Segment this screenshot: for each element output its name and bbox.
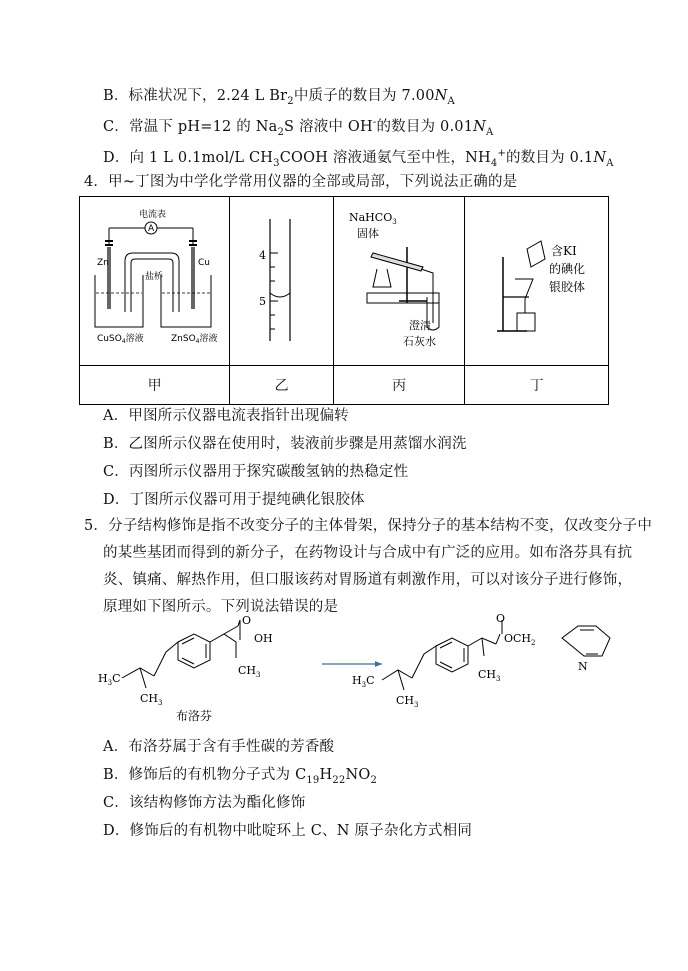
q4-option-b: B．乙图所示仪器在使用时，装液前步骤是用蒸馏水润洗 [103,436,467,452]
label-jia: 甲 [80,366,230,405]
figure-bing [333,197,465,366]
reaction-arrowhead [375,661,382,667]
pyridine-n: N [578,660,588,673]
ibuprofen-name: 布洛芬 [176,709,213,723]
limewater-label-1: 澄清 [409,319,432,332]
right-h3c: $H_3C$ [352,674,375,689]
q5-stem-line-4: 原理如下图所示。下列说法错误的是 [103,599,339,615]
filtration-diagram [467,197,607,361]
pouring-beaker [527,241,545,267]
ammeter-label: 电流表 [138,210,166,220]
right-solution-label: ZnSO$_4$溶液 [170,334,218,345]
heating-apparatus-diagram [335,197,463,361]
beaker [517,313,535,331]
q3-option-c: C．常温下 pH=12 的 $Na_2S$ 溶液中 OH-的数目为 $0.01N_A$ [103,117,494,138]
zn-label: Zn [96,258,109,268]
q4-option-d: D．丁图所示仪器可用于提纯碘化银胶体 [103,492,365,508]
q5-stem-line-1: 5．分子结构修饰是指不改变分子的主体骨架，保持分子的基本结构不变，仅改变分子中 [84,518,653,534]
q3-option-d: D．向 1 L 0.1mol/L $CH_3COOH$ 溶液通氨气至中性，$NH_4^+$的数目为 $0.1N_A$ [103,148,614,169]
left-oh: OH [254,632,273,645]
colloid-label-1: 含KI [550,244,577,258]
figure-jia [80,197,230,366]
left-ch3-bottom: $CH_3$ [140,692,163,707]
burette-wall [270,219,290,341]
solid-label: 固体 [357,227,380,240]
test-tube [371,253,423,271]
clamps [105,241,197,245]
q4-option-a: A．甲图所示仪器电流表指针出现偏转 [103,408,349,424]
salt-bridge-label: 盐桥 [144,272,163,282]
ibuprofen-structure [122,620,240,688]
cu-electrode [191,247,195,309]
label-bing: 丙 [333,366,465,405]
burette-diagram [232,197,332,361]
right-ch3-alpha: $CH_3$ [478,668,501,683]
q5-option-a: A．布洛芬属于含有手性碳的芳香酸 [103,739,335,755]
apparatus-table [79,196,609,405]
label-yi: 乙 [230,366,334,405]
tick-4-label: 4 [258,249,266,262]
right-ch3-bottom: $CH_3$ [396,694,419,709]
meniscus [270,293,290,297]
left-h3c: $H_3C$ [98,672,121,687]
q5-stem-line-3: 炎、镇痛、解热作用，但口服该药对胃肠道有刺激作用，可以对该分子进行修饰， [103,572,633,588]
reaction-scheme [90,612,650,732]
left-ch3-alpha: $CH_3$ [238,664,261,679]
salt-bridge [125,253,179,312]
label-ding: 丁 [465,366,609,405]
right-carbonyl-o: O [496,612,506,625]
galvanic-cell-diagram [81,197,229,361]
cu-label: Cu [197,258,210,268]
alcohol-lamp [373,269,391,287]
limewater-label-2: 石灰水 [403,335,437,348]
q4-option-c: C．丙图所示仪器用于探究碳酸氢钠的热稳定性 [103,464,409,480]
zn-electrode [107,247,111,309]
left-solution-label: CuSO$_4$溶液 [96,334,144,345]
burette-ticks [270,253,278,329]
right-och2: $OCH_2$ [504,632,536,647]
colloid-label-3: 银胶体 [548,280,585,294]
q3-option-b: B．标准状况下，2.24 L $Br_2$中质子的数目为 $7.00N_A$ [103,88,455,107]
q5-stem-line-2: 的某些基团而得到的新分子，在药物设计与合成中有广泛的应用。如布洛芬具有抗 [103,545,633,561]
figure-yi [230,197,334,366]
colloid-label-2: 的碘化 [548,262,585,276]
q5-option-b: B．修饰后的有机物分子式为 $C_{19}H_{22}NO_2$ [103,767,378,786]
q5-option-d: D．修饰后的有机物中吡啶环上 C、N 原子杂化方式相同 [103,823,473,839]
left-carbonyl-o: O [242,614,252,627]
q4-stem: 4．甲~丁图为中学化学常用仪器的全部或局部，下列说法正确的是 [84,174,518,190]
funnel [515,279,533,313]
q5-option-c: C．该结构修饰方法为酯化修饰 [103,795,306,811]
filter-stand [497,257,527,331]
iron-stand [399,247,427,303]
figure-ding [465,197,609,366]
ammeter-symbol: A [147,224,154,234]
tick-5-label: 5 [258,295,266,308]
reagent-label: NaHCO$_3$ [349,211,397,226]
